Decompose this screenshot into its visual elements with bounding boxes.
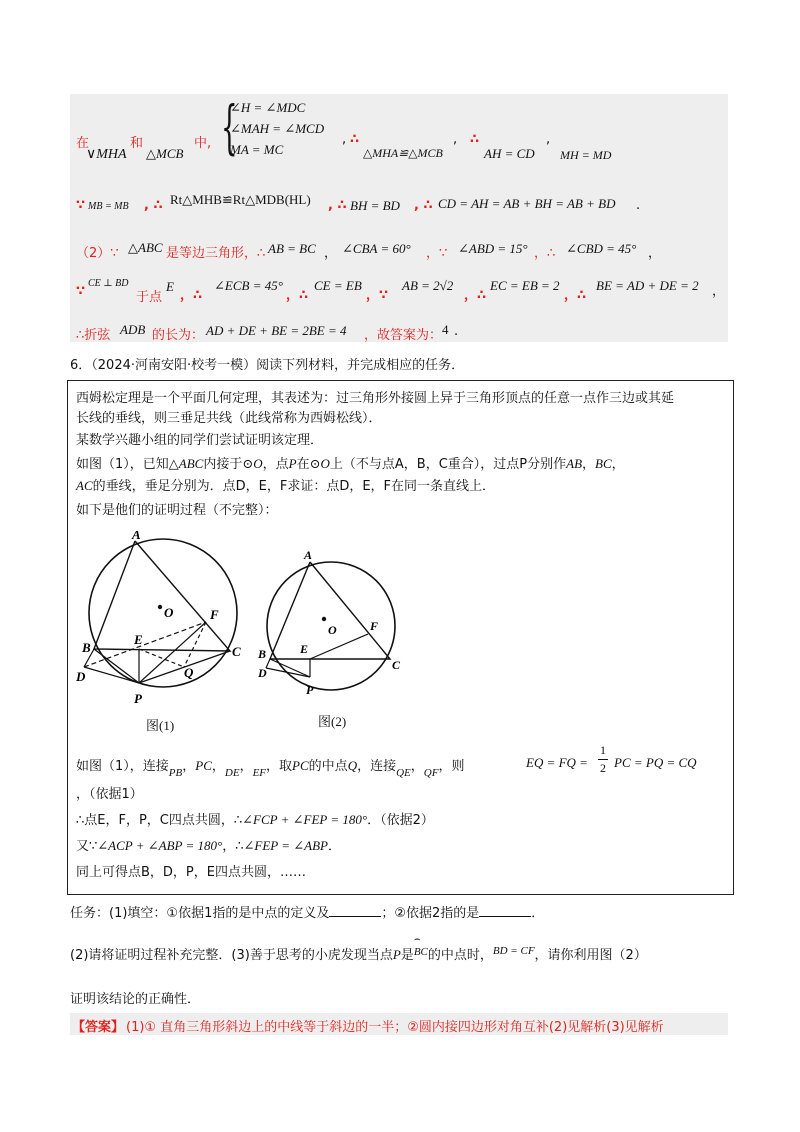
comma: , [546,132,551,147]
text: ，∴ [222,839,244,854]
point-p: P [288,456,297,471]
paragraph-given-2 [76,475,495,494]
text: ，故答案为： [364,328,443,343]
comma: , [453,132,458,147]
text: ；②依据2指的是 [381,906,480,921]
figure-2-caption: 图(2) [318,714,347,729]
eq-fold-length: AD + DE + BE = 2BE = 4 [206,323,347,338]
congruence-hl: Rt△MHB≌Rt△MDB(HL) [170,192,311,207]
figure-2 [256,546,406,706]
text: ∴点E，F，P，C四点共圆，∴ [76,813,243,828]
text: 是 [400,948,414,963]
text: 上（不与点A，B，C重合），过点P分别作 [329,457,567,472]
eq-ce-eb: CE = EB [314,278,362,293]
label-q: Q [184,665,194,680]
text: ， [582,457,596,472]
seg-pc: PC [195,758,212,773]
text: ，∴ [564,288,587,303]
paragraph: 长线的垂线，则三垂足共线（此线常称为西姆松线）． [76,411,382,426]
seg-pb [94,649,139,683]
seg-ab: AB [566,456,583,471]
therefore: , ∴ [414,198,433,213]
eq-bh-bd: BH = BD [350,198,400,213]
label-f: F [370,619,379,633]
point-p: P [392,947,401,962]
point-q: Q [347,758,358,773]
seg-ef: EF [252,767,267,779]
eq-ab-bc: AB = BC [268,241,316,256]
text: ，∴ [286,288,309,303]
frac-den: 2 [600,761,606,775]
eq-fcp-fep: ∠FCP + ∠FEP = 180° [242,812,368,827]
eq-cd-chain: CD = AH = AB + BH = AB + BD [438,196,616,211]
text: ，∴ [180,288,203,303]
material-box [67,380,734,895]
seg-ef [310,634,368,659]
text: ， [239,759,253,774]
text: 任务：(1)填空：①依据1指的是中点的定义及 [70,906,330,921]
text: ，取 [266,759,293,774]
label-a: A [304,548,313,562]
ce-perp-bd: CE ⊥ BD [88,278,129,289]
label-b: B [82,640,91,655]
text: ， [410,759,424,774]
eq-pc-pq-cq: PC = PQ = CQ [614,755,697,770]
seg-pc: PC [292,758,309,773]
seg-eq-dashed [139,649,184,667]
eq-bd-cf: BD = CF [492,945,535,957]
label-d: D [258,666,267,680]
center-dot [158,605,162,609]
eq-acp-abp: ∠ACP + ∠ABP = 180° [97,838,223,853]
arc-adb: ADB [120,322,146,337]
eq-fep-abp: ∠FEP = ∠ABP [243,838,328,853]
text: ， [182,759,196,774]
eq-ec-eb: EC = EB = 2 [490,278,560,293]
text: ．（依据2） [367,813,434,828]
point-e: E [166,279,174,294]
comma: ， [648,246,662,261]
text: 的垂线，垂足分别为．点D，E，F求证：点D，E，F在同一条直线上． [92,479,496,494]
label-c: C [232,644,241,659]
label-e: E [134,632,143,647]
eq-be-ad-de: BE = AD + DE = 2 [596,278,699,293]
text: 在 [296,457,310,472]
part2-label: （2）∵ [76,246,119,261]
task-2 [70,934,647,963]
proof-line-3 [76,835,341,854]
text: ，点 [262,457,289,472]
text: ，请你利用图（2） [534,948,647,963]
paragraph-given [76,453,625,472]
circle-o: ⊙O [309,456,330,471]
cond-3: MA = MC [230,142,284,157]
text: 又∵ [76,839,98,854]
center-dot [322,617,326,621]
task-1 [70,902,544,921]
eq-cba: ∠CBA = 60° [342,241,411,256]
text: 于点 [136,290,163,305]
text: ，连接 [357,759,397,774]
seg-qe: QE [396,767,411,779]
tri-abc: △ABC [168,456,204,471]
text-zhong: 中, [194,136,212,151]
label-b: B [258,647,267,661]
circle-o: ⊙O [242,456,263,471]
text: ，则 [438,759,465,774]
label-o: O [328,623,337,637]
period: . [636,198,641,213]
label-d: D [76,669,86,684]
eq-ecb: ∠ECB = 45° [214,278,283,293]
answer-bar [70,1013,728,1035]
label-e: E [300,642,309,656]
therefore: ∴ [350,132,360,147]
text: ． [327,839,341,854]
arc-mark: ⌢ [413,934,421,945]
label-a: A [132,531,141,542]
tri-mha: ∨MHA [86,147,127,162]
eq-ah-cd: AH = CD [484,146,535,161]
eq-mh-md: MH = MD [560,148,612,162]
text: ，∴ [464,288,487,303]
proof-line-basis1: ，（依据1） [76,787,143,802]
task-3: 证明该结论的正确性． [70,992,201,1007]
tri-abc: △ABC [128,240,163,255]
text: 的长为： [152,328,205,343]
blank-2[interactable] [479,904,531,917]
seg-dp [84,667,139,683]
text: ∴折弦 [76,328,111,343]
answer-value: 4 [442,322,449,337]
text: 的中点时， [427,948,493,963]
label-p: P [134,691,142,706]
tri-mcb: △MCB [146,146,184,161]
label-f: F [210,607,219,622]
because: ∵ [76,284,86,299]
answer-text: (1)① 直角三角形斜边上的中线等于斜边的一半；②圆内接四边形对角互补(2)见解析(3)见解析 [126,1020,664,1035]
congruence-1: △MHA≌△MCB [363,146,443,160]
eq-cbd: ∠CBD = 45° [566,241,637,256]
comma: ， [324,246,338,261]
answer-tag: 【答案】 [72,1020,125,1035]
text: ，∵ [366,288,389,303]
paragraph: 西姆松定理是一个平面几何定理，其表述为：过三角形外接圆上异于三角形顶点的任意一点作三边或其延 [76,391,675,406]
therefore: , ∴ [144,198,163,213]
eq-mb-mb: MB = MB [88,201,129,212]
system-brace: { [221,93,238,161]
because: ∵ [76,198,86,213]
text: 如图（1），已知 [76,457,169,472]
text: 是等边三角形，∴ [166,246,266,261]
text: (2)请将证明过程补充完整．(3)善于思考的小虎发现当点 [70,948,393,963]
text: ，∴ [534,246,556,261]
proof-line-4: 同上可得点B，D，P，E四点共圆，…… [76,865,306,880]
cond-1: ∠H = ∠MDC [230,100,306,115]
paragraph: 如下是他们的证明过程（不完整）： [76,503,278,518]
blank-1[interactable] [329,904,381,917]
period: . [454,324,459,339]
text: 的中点 [308,759,348,774]
seg-ac: AC [76,478,93,493]
label-c: C [392,658,401,672]
frac-num: 1 [600,743,606,757]
comma: , [342,132,347,147]
figure-1-caption: 图(1) [146,718,175,733]
proof-line-2 [76,809,434,828]
solution-block [70,94,728,342]
therefore: , ∴ [328,198,347,213]
seg-bc: BC [595,456,612,471]
text: ， [611,457,625,472]
seg-de: DE [224,767,240,779]
eq-ab-2root2: AB = 2√2 [402,278,454,293]
therefore: ∴ [470,132,480,147]
figure-1 [76,531,246,711]
text: 内接于 [203,457,243,472]
text: ． [531,906,545,921]
text: ， [211,759,225,774]
seg-pb: PB [168,767,183,779]
arc-bc-label: BC [413,946,428,958]
label-p: P [306,683,314,697]
seg-qf: QF [423,767,439,779]
eq-eq-fq: EQ = FQ = [526,755,588,770]
text-zai: 在 [76,136,90,151]
cond-2: ∠MAH = ∠MCD [230,121,325,136]
question-header: 6．（2024·河南安阳·校考一模）阅读下列材料，并完成相应的任务． [70,358,465,373]
seg-dp [266,668,310,677]
text-he: 和 [130,136,144,151]
eq-abd: ∠ABD = 15° [458,241,528,256]
text: 如图（1），连接 [76,759,169,774]
paragraph: 某数学兴趣小组的同学们尝试证明该定理． [76,433,324,448]
proof-line-1 [76,755,464,779]
arc-bc [413,934,428,963]
frac-bar [598,759,608,760]
comma: ， [712,284,726,299]
text: ，∵ [426,246,448,261]
label-o: O [164,605,174,620]
